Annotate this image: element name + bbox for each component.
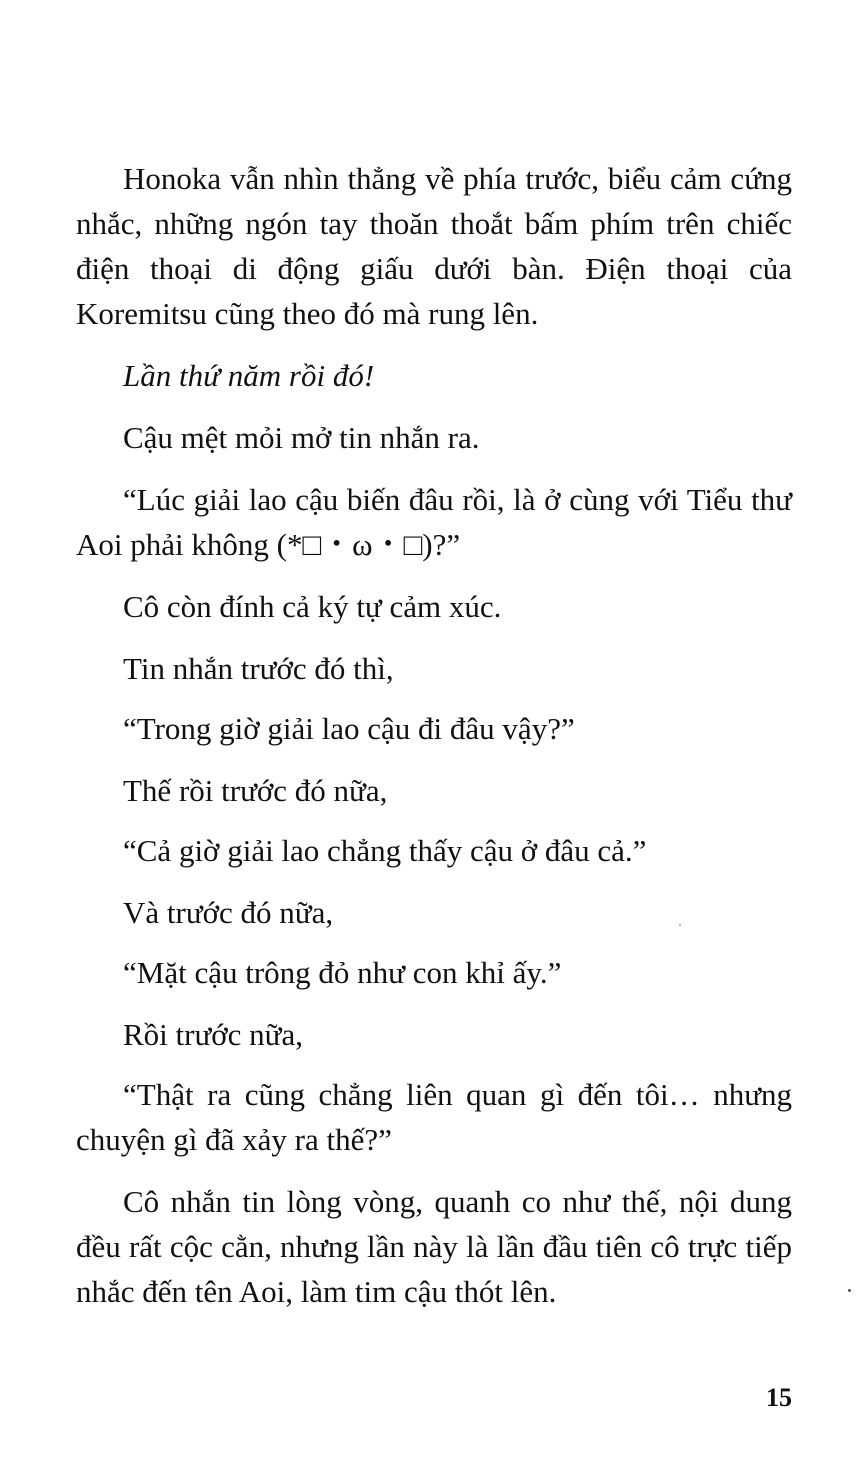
paragraph-before-that: Thế rồi trước đó nữa, (123, 773, 388, 808)
paragraph-message-monkey: “Mặt cậu trông đỏ như con khỉ ấy.” (123, 955, 562, 990)
paragraph-message-not-found: “Cả giờ giải lao chẳng thấy cậu ở đâu cả.” (123, 833, 647, 868)
paragraph-and-before: Và trước đó nữa, (123, 895, 334, 930)
paragraph-then-before: Rồi trước nữa, (123, 1017, 303, 1052)
paragraph-fifth-time: Lần thứ năm rồi đó! (123, 358, 375, 393)
paragraph-message-aoi: “Lúc giải lao cậu biến đâu rồi, là ở cùng với Tiểu thư Aoi phải không (*□・ω・□)?” (76, 482, 792, 562)
paragraph-previous-message: Tin nhắn trước đó thì, (123, 651, 394, 686)
paragraph-message-where: “Trong giờ giải lao cậu đi đâu vậy?” (123, 711, 575, 746)
paragraph-emoticon: Cô còn đính cả ký tự cảm xúc. (123, 589, 502, 624)
paragraph-message-what-happened: “Thật ra cũng chẳng liên quan gì đến tôi… nhưng chuyện gì đã xảy ra thế?” (76, 1077, 792, 1157)
body-text (76, 156, 792, 1331)
print-speck (679, 924, 681, 926)
paragraph-closing: Cô nhắn tin lòng vòng, quanh co như thế, nội dung đều rất cộc cằn, nhưng lần này là lần đầu tiên cô trực tiếp nhắc đến tên Aoi, làm tim cậu thót lên. (76, 1184, 792, 1309)
paragraph-honoka-texting: Honoka vẫn nhìn thẳng về phía trước, biểu cảm cứng nhắc, những ngón tay thoăn thoắt bấm phím trên chiếc điện thoại di động giấu dưới bàn. Điện thoại của Koremitsu cũng theo đó mà rung lên. (76, 161, 792, 331)
paragraph-open-message: Cậu mệt mỏi mở tin nhắn ra. (123, 420, 480, 455)
print-speck (848, 1289, 851, 1292)
page-number: 15 (766, 1383, 792, 1412)
